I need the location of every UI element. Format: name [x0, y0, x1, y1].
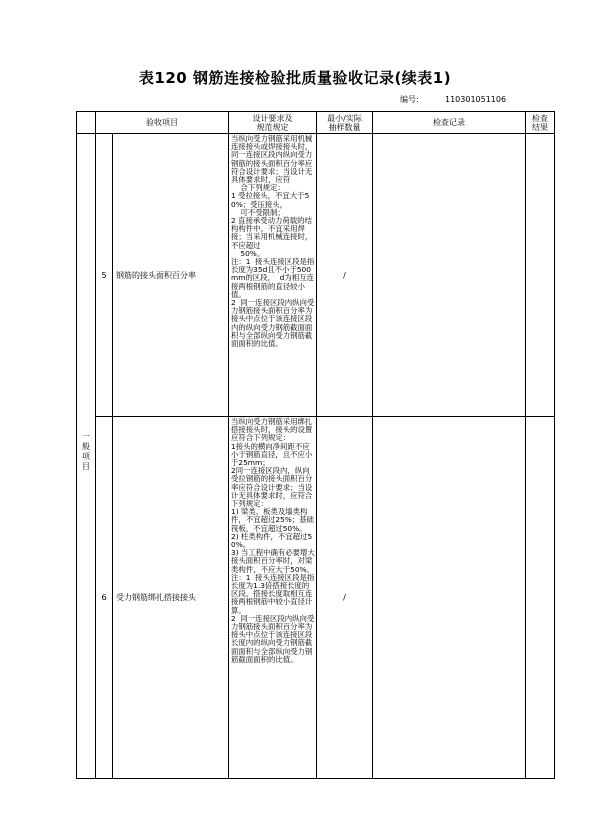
row-item-name: 钢筋的接头面积百分率 — [113, 134, 229, 417]
document-number-label: 编号: — [400, 95, 419, 104]
row-number: 5 — [96, 134, 113, 417]
inspection-record-table — [76, 111, 555, 779]
row-requirement-cell — [229, 417, 317, 779]
row-requirement: 当纵向受力钢筋采用机械连接接头或焊接接头时，同一连接区段内纵向受力钢筋的接头面积百分率应符合设计要求；当设计无具体要求时，应符 合下列规定： 1 受拉接头，不宜大于50%；受压接头， 可不受限制； 2 直接承受动力荷载的结构构件中，不宜采用焊接；当采用机械连接时，不应超过 50%。 注：1 接头连接区段是指长度为35d且不小于500mm的区段， d为相互连接两根钢筋的直径较小值。 2 同一连接区段内纵向受力钢筋接头面积百分率为接头中点位于该连接区段内的纵向受力钢筋截面面积与全部纵向受力钢筋截面面积的比值。 — [231, 134, 315, 349]
header-result: 检查 结果 — [526, 112, 555, 134]
row-item-name: 受力钢筋绑扎搭接接头 — [113, 417, 229, 779]
table-row — [77, 134, 555, 417]
row-record — [373, 134, 526, 417]
category-bottom-blank — [77, 417, 96, 779]
header-item: 验收项目 — [96, 112, 229, 134]
row-result — [526, 417, 555, 779]
category-top-blank — [77, 134, 96, 417]
row-requirement: 当纵向受力钢筋采用绑扎搭接接头时，接头的设置应符合下列规定： 1接头的横向净间距不应小于钢筋直径，且不应小于25mm； 2同一连接区段内，纵向受拉钢筋的接头面积百分率应符合设计要求；当设计无具体要求时，应符合下列规定： 1) 梁类、板类及墙类构件，不宜超过25%；基础筏板，不宜超过50%。 2) 柱类构件，不宜超过50%。 3) 当工程中确有必要增大接头面积百分率时，对梁类构件，不应大于50%。 注：1 接头连接区段是指长度为1.3倍搭接长度的区段。搭接长度取相互连接两根钢筋中较小直径计算。 2 同一连接区段内纵向受力钢筋接头面积百分率为接头中点位于该连接区段长度内的纵向受力钢筋截面面积与全部纵向受力钢筋截面面积的比值。 — [231, 417, 315, 664]
page-title: 表120 钢筋连接检验批质量验收记录(续表1) — [138, 69, 452, 87]
header-sample: 最小/实际 抽样数量 — [317, 112, 373, 134]
row-sample: / — [317, 417, 373, 779]
row-sample: / — [317, 134, 373, 417]
table-row — [77, 417, 555, 779]
row-requirement-cell — [229, 134, 317, 417]
row-number: 6 — [96, 417, 113, 779]
document-number — [400, 94, 506, 105]
category-label: 一般项目 — [82, 432, 90, 471]
row-record — [373, 417, 526, 779]
table-header-row — [77, 112, 555, 134]
header-record: 检查记录 — [373, 112, 526, 134]
row-result — [526, 134, 555, 417]
header-blank-cell — [77, 112, 96, 134]
header-requirement: 设计要求及 规范规定 — [229, 112, 317, 134]
document-number-value: 110301051106 — [445, 95, 507, 104]
